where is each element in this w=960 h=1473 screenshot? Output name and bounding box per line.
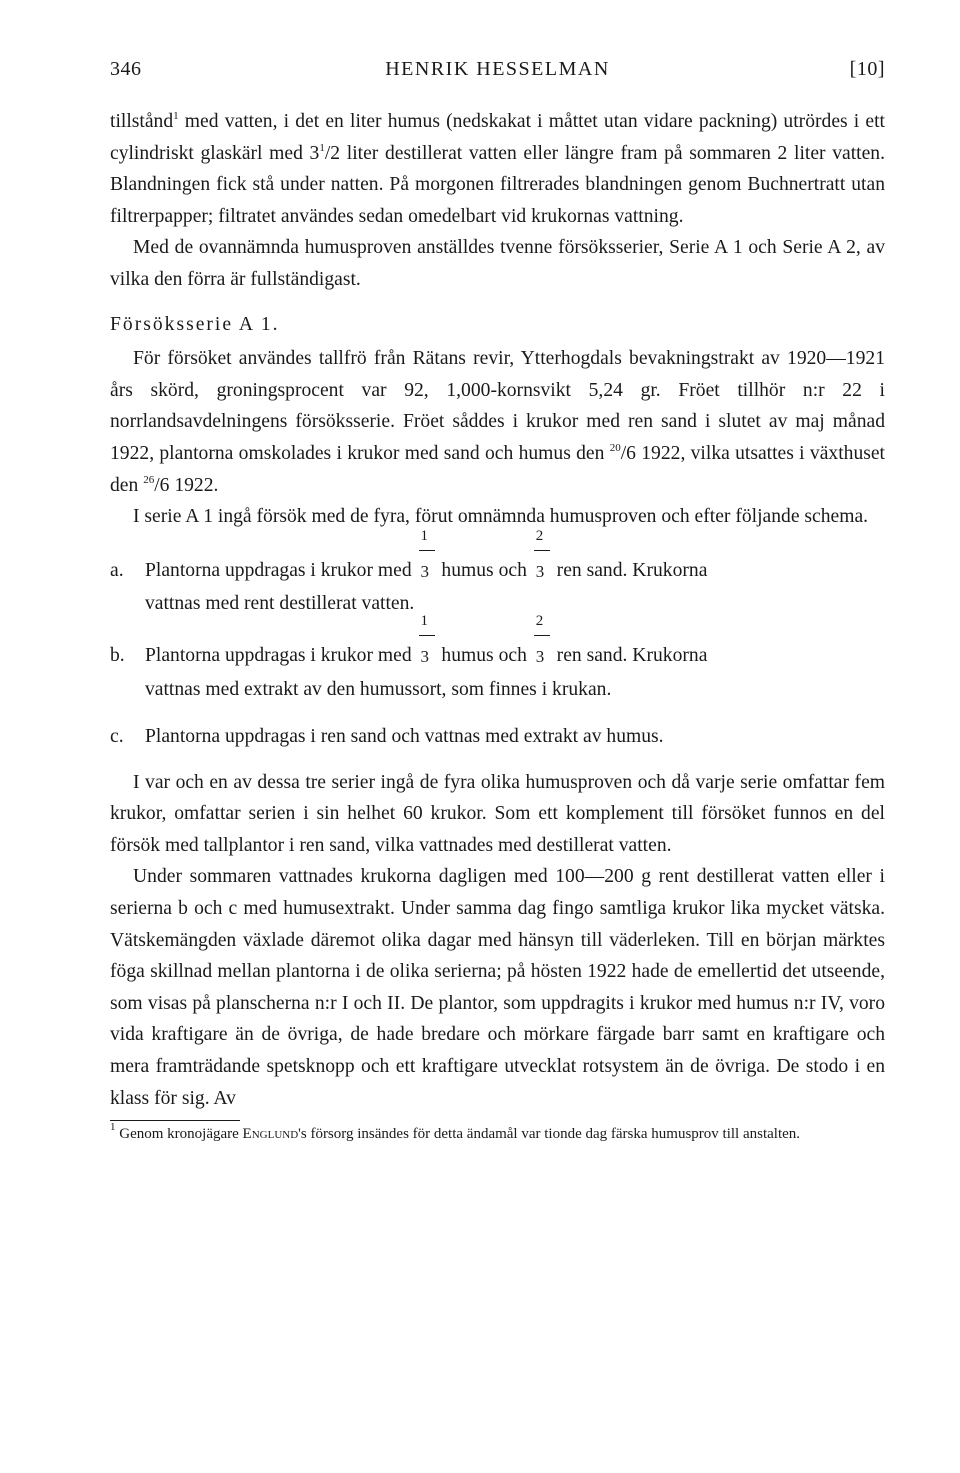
page-number: 346: [110, 58, 142, 80]
footnote-rule: [110, 1120, 240, 1121]
fraction: $\frac{1}{3}$: [417, 641, 437, 661]
schema-item-c: c. Plantorna uppdragas i ren sand och vattnas med extrakt av humus.: [110, 721, 885, 753]
schema-item-b: b. Plantorna uppdragas i krukor med $\frac{1}{3}$ humus och $\frac{2}{3}$ ren sand. Krukorna vattnas med extrakt av den humussort, som finnes i krukan.: [110, 612, 708, 700]
fraction: $\frac{2}{3}$: [532, 556, 552, 576]
fraction: $\frac{1}{3}$: [417, 556, 437, 576]
fraction-denominator: /2: [324, 142, 341, 164]
schema-label: b.: [110, 644, 125, 666]
schema-label: a.: [110, 559, 124, 581]
paragraph-2: Med de ovannämnda humusproven anställdes tvenne försöksserier, Serie A 1 och Serie A 2, av vilka den förra är fullständigast.: [110, 237, 885, 290]
paragraph-6: Under sommaren vattnades krukorna dagligen med 100—200 g rent destillerat vatten eller i serierna b och c med humusextrakt. Under samma dag fingo samtliga krukor lika mycket vätska. Vätskemängden växlade däremot olika dagar med hänsyn till väderleken. Till en början märktes föga skillnad mellan plantorna i de olika serierna; på hösten 1922 hade de emellertid det utseende, som visas på planscherna n:r I och II. De plantor, som uppdragits i krukor med humus n:r IV, voro vida kraftigare än de övriga, de hade bredare och mörkare färgade barr samt en kraftigare och mera framträdande spetsknopp och ett kraftigare utvecklat rotsystem än de övriga. De stodo i en klass för sig. Av: [110, 866, 885, 1109]
schema-item-a: a. Plantorna uppdragas i krukor med $\frac{1}{3}$ humus och $\frac{2}{3}$ ren sand. Krukorna vattnas med rent destillerat vatten.: [110, 527, 708, 615]
paragraph-5: I var och en av dessa tre serier ingå de fyra olika humusproven och då varje serie omfattar fem krukor, omfattar serien i sin helhet 60 krukor. Som ett komplement till försöket funnos en del försök med tallplantor i ren sand, vilka vattnades med destillerat vatten.: [110, 771, 885, 856]
body-text: [110, 106, 885, 1114]
footnote: $^1$ Genom kronojägare Englund's försorg insändes för detta ändamål var tionde dag färska humusprov till anstalten.: [110, 1121, 801, 1143]
date-day: 26: [143, 473, 155, 486]
paragraph-3: För försöket användes tallfrö från Rätans revir, Ytterhogdals bevakningstrakt av 1920—1921 års skörd, groningsprocent var 92, 1,000-kornsvikt 5,24 gr. Fröet tillhör n:r 22 i norrlandsavdelningens försöksserie. Fröet såddes i krukor med ren sand i slutet av maj månad 1922, plantorna omskolades i krukor med sand och humus den $^{20}$/6 1922, vilka utsattes i växthuset den $^{26}$/6 1922.: [110, 348, 886, 496]
footnote-reference: 1: [173, 110, 179, 122]
fraction-numerator: 1: [319, 141, 325, 154]
fraction: $\frac{2}{3}$: [532, 641, 552, 661]
page: [110, 58, 885, 1144]
footnote-name: Englund: [242, 1126, 299, 1143]
section-heading: Försöksserie A 1.: [110, 313, 280, 335]
paragraph-4: I serie A 1 ingå försök med de fyra, förut omnämnda humusproven och efter följande schema.: [133, 506, 869, 528]
running-title: HENRIK HESSELMAN: [385, 58, 610, 80]
schema-label: c.: [110, 726, 124, 748]
page-header: [110, 58, 885, 92]
date-day: 20: [609, 441, 621, 454]
paragraph-1: tillstånd$^1$ med vatten, i det en liter humus (nedskakat i måttet utan vidare packning) utrördes i ett cylindriskt glaskärl med $3^1/2$ liter destillerat vatten eller längre fram på sommaren 2 liter vatten. Blandningen fick stå under natten. På morgonen filtrerades blandningen genom Buchnertratt utan filtrerpapper; filtratet användes sedan omedelbart vid krukornas vattning.: [110, 110, 885, 227]
section-number: [10]: [849, 58, 885, 80]
footnote-marker: 1: [110, 1121, 116, 1134]
